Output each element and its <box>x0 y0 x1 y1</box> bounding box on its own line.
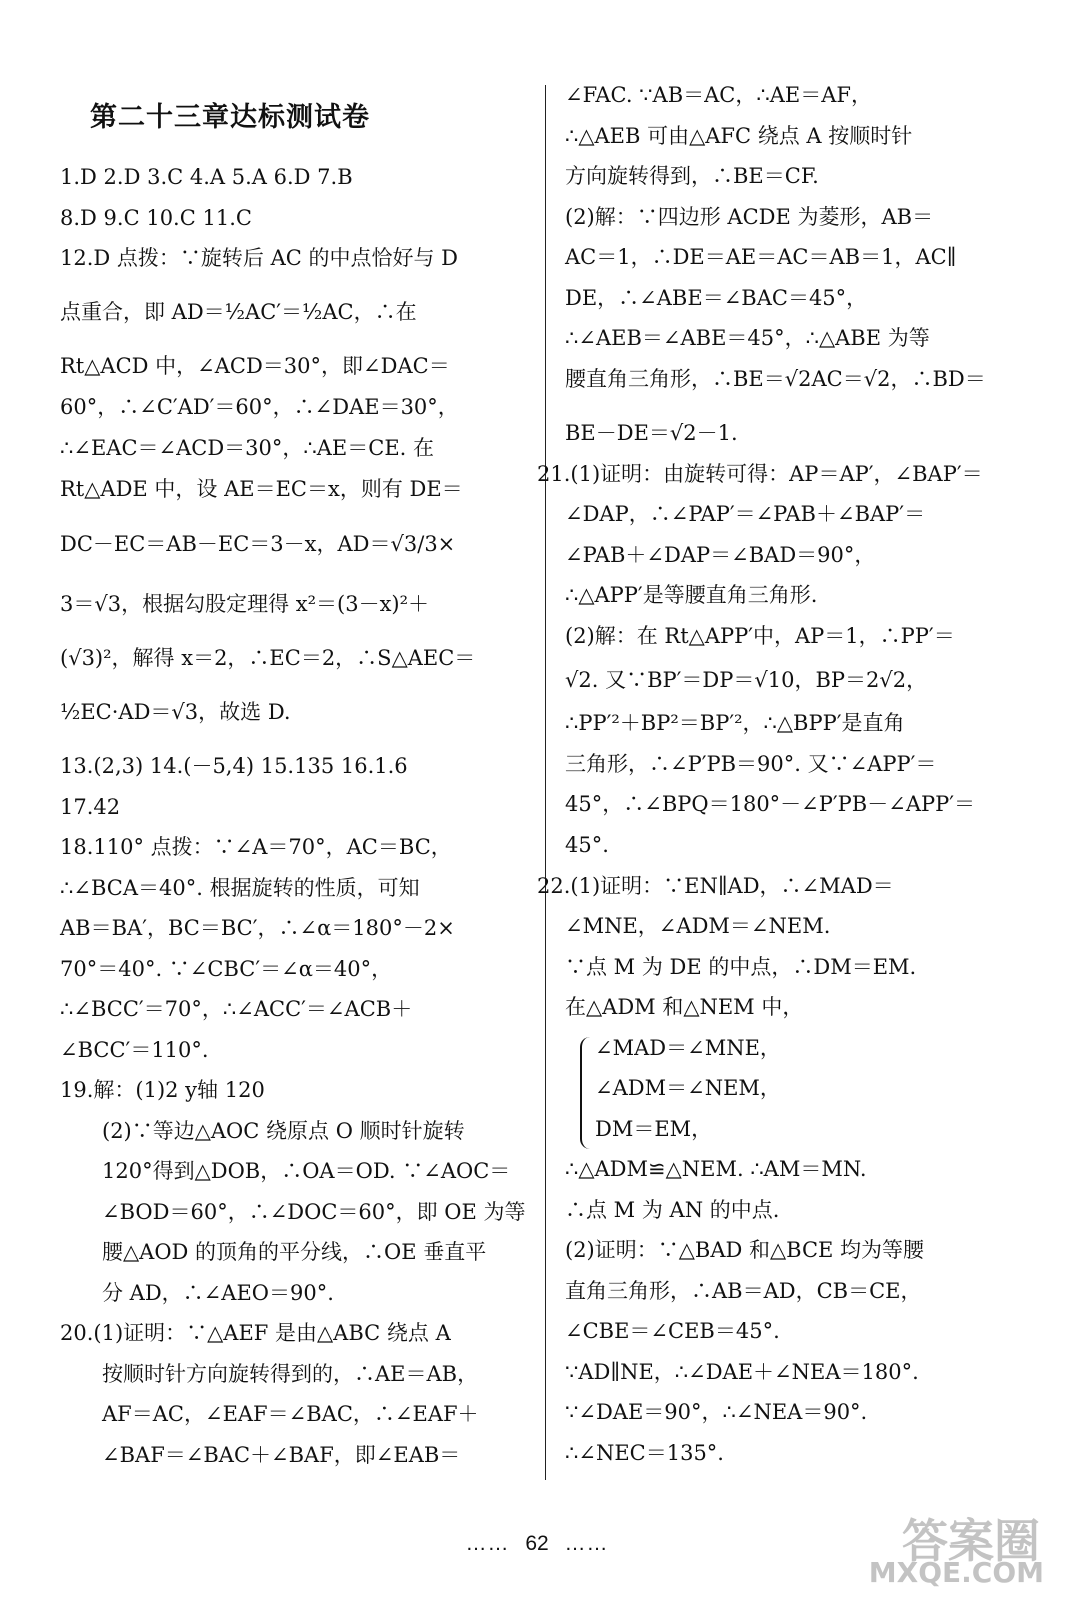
answer-line: 120°得到△DOB，∴OA＝OD. ∵∠AOC＝ <box>102 1159 511 1183</box>
answer-line: DE，∴∠ABE＝∠BAC＝45°， <box>565 286 868 310</box>
answer-line: 点重合，即 AD＝½AC′＝½AC，∴在 <box>60 300 417 324</box>
answer-line: ∴△APP′是等腰直角三角形. <box>565 583 818 607</box>
page-number: 62 <box>525 1532 549 1555</box>
answer-line: (√3)²，解得 x＝2，∴EC＝2，∴S△AEC＝ <box>60 646 476 670</box>
answer-line: ∠BAF＝∠BAC＋∠BAF，即∠EAB＝ <box>102 1443 461 1467</box>
answer-line: 1.D 2.D 3.C 4.A 5.A 6.D 7.B <box>60 165 353 189</box>
answer-line: ∴∠EAC＝∠ACD＝30°，∴AE＝CE. 在 <box>60 436 435 460</box>
answer-line: √2. 又∵BP′＝DP＝√10，BP＝2√2， <box>565 668 928 692</box>
answer-line: 8.D 9.C 10.C 11.C <box>60 206 252 230</box>
answer-line: 13.(2,3) 14.(－5,4) 15.135 16.1.6 <box>60 754 408 778</box>
answer-line: ∴PP′²＋BP²＝BP′²，∴△BPP′是直角 <box>565 711 905 735</box>
answer-line: 60°，∴∠C′AD′＝60°，∴∠DAE＝30°， <box>60 395 459 419</box>
brace-symbol <box>580 1037 592 1149</box>
watermark <box>860 1505 1060 1595</box>
answer-line: ∵∠DAE＝90°，∴∠NEA＝90°. <box>565 1400 868 1424</box>
answer-line: 70°＝40°. ∵∠CBC′＝∠α＝40°， <box>60 957 393 981</box>
answer-line: 12.D 点拨：∵旋转后 AC 的中点恰好与 D <box>60 246 459 270</box>
answer-line: 22.(1)证明：∵EN∥AD，∴∠MAD＝ <box>537 874 894 898</box>
answer-line: ∠PAB＋∠DAP＝∠BAD＝90°， <box>565 543 876 567</box>
footer-dots-left: …… <box>465 1532 510 1555</box>
answer-line: (2)∵等边△AOC 绕原点 O 顺时针旋转 <box>102 1119 465 1143</box>
answer-line: DC－EC＝AB－EC＝3－x，AD＝√3/3× <box>60 532 456 556</box>
answer-line: 方向旋转得到，∴BE＝CF. <box>565 164 819 188</box>
watermark-logo: 答案圈 <box>902 1514 1040 1568</box>
answer-line: 45°. <box>565 833 609 857</box>
answer-line: (2)解：∵四边形 ACDE 为菱形，AB＝ <box>565 205 934 229</box>
answer-line: 腰直角三角形，∴BE＝√2AC＝√2，∴BD＝ <box>565 367 986 391</box>
answer-line: ∠MAD＝∠MNE， <box>595 1036 781 1060</box>
column-divider <box>545 85 546 1480</box>
answer-line: ∠BCC′＝110°. <box>60 1038 209 1062</box>
footer-dots-right: …… <box>564 1532 609 1555</box>
answer-line: ∠FAC. ∵AB＝AC，∴AE＝AF， <box>565 83 872 107</box>
answer-line: 分 AD，∴∠AEO＝90°. <box>102 1281 334 1305</box>
watermark-url: MXQE.COM <box>868 1556 1044 1589</box>
answer-line: ∠BOD＝60°，∴∠DOC＝60°，即 OE 为等 <box>102 1200 526 1224</box>
answer-line: 3＝√3，根据勾股定理得 x²＝(3－x)²＋ <box>60 592 430 616</box>
answer-line: ∠MNE，∠ADM＝∠NEM. <box>565 914 831 938</box>
answer-line: ∠CBE＝∠CEB＝45°. <box>565 1319 780 1343</box>
answer-line: 18.110° 点拨：∵∠A＝70°，AC＝BC， <box>60 835 452 859</box>
answer-line: ∠DAP，∴∠PAP′＝∠PAB＋∠BAP′＝ <box>565 502 926 526</box>
answer-line: ∠ADM＝∠NEM， <box>595 1076 781 1100</box>
answer-line: ∴∠AEB＝∠ABE＝45°，∴△ABE 为等 <box>565 326 930 350</box>
answer-line: DM＝EM， <box>595 1117 713 1141</box>
answer-line: 17.42 <box>60 795 121 819</box>
answer-line: AB＝BA′，BC＝BC′，∴∠α＝180°－2× <box>60 916 455 940</box>
answer-line: 19.解：(1)2 y轴 120 <box>60 1078 265 1102</box>
answer-line: ∵点 M 为 DE 的中点，∴DM＝EM. <box>565 955 917 979</box>
answer-line: (2)解：在 Rt△APP′中，AP＝1，∴PP′＝ <box>565 624 955 648</box>
answer-line: Rt△ADE 中，设 AE＝EC＝x，则有 DE＝ <box>60 477 463 501</box>
answer-line: 三角形，∴∠P′PB＝90°. 又∵∠APP′＝ <box>565 752 937 776</box>
answer-line: ∵AD∥NE，∴∠DAE＋∠NEA＝180°. <box>565 1360 919 1384</box>
answer-line: ∴△AEB 可由△AFC 绕点 A 按顺时针 <box>565 124 913 148</box>
answer-line: ∴点 M 为 AN 的中点. <box>565 1198 780 1222</box>
answer-line: BE－DE＝√2－1. <box>565 421 738 445</box>
answer-line: ∴∠BCA＝40°. 根据旋转的性质，可知 <box>60 876 420 900</box>
answer-line: 按顺时针方向旋转得到的，∴AE＝AB， <box>102 1362 479 1386</box>
answer-line: (2)证明：∵△BAD 和△BCE 均为等腰 <box>565 1238 925 1262</box>
answer-line: 20.(1)证明：∵△AEF 是由△ABC 绕点 A <box>60 1321 451 1345</box>
answer-line: ∴∠NEC＝135°. <box>565 1441 724 1465</box>
answer-line: 直角三角形，∴AB＝AD，CB＝CE， <box>565 1279 922 1303</box>
answer-line: ∴△ADM≌△NEM. ∴AM＝MN. <box>565 1157 867 1181</box>
answer-line: ½EC·AD＝√3，故选 D. <box>60 700 291 724</box>
page-title: 第二十三章达标测试卷 <box>90 102 370 133</box>
answer-line: AF＝AC，∠EAF＝∠BAC，∴∠EAF＋ <box>102 1402 479 1426</box>
answer-line: 21.(1)证明：由旋转可得：AP＝AP′，∠BAP′＝ <box>537 462 983 486</box>
answer-line: Rt△ACD 中，∠ACD＝30°，即∠DAC＝ <box>60 354 450 378</box>
answer-line: AC＝1，∴DE＝AE＝AC＝AB＝1，AC∥ <box>565 245 957 269</box>
answer-line: 腰△AOD 的顶角的平分线，∴OE 垂直平 <box>102 1240 487 1264</box>
answer-line: 45°，∴∠BPQ＝180°－∠P′PB－∠APP′＝ <box>565 792 976 816</box>
answer-line: ∴∠BCC′＝70°，∴∠ACC′＝∠ACB＋ <box>60 997 413 1021</box>
answer-line: 在△ADM 和△NEM 中， <box>565 995 804 1019</box>
